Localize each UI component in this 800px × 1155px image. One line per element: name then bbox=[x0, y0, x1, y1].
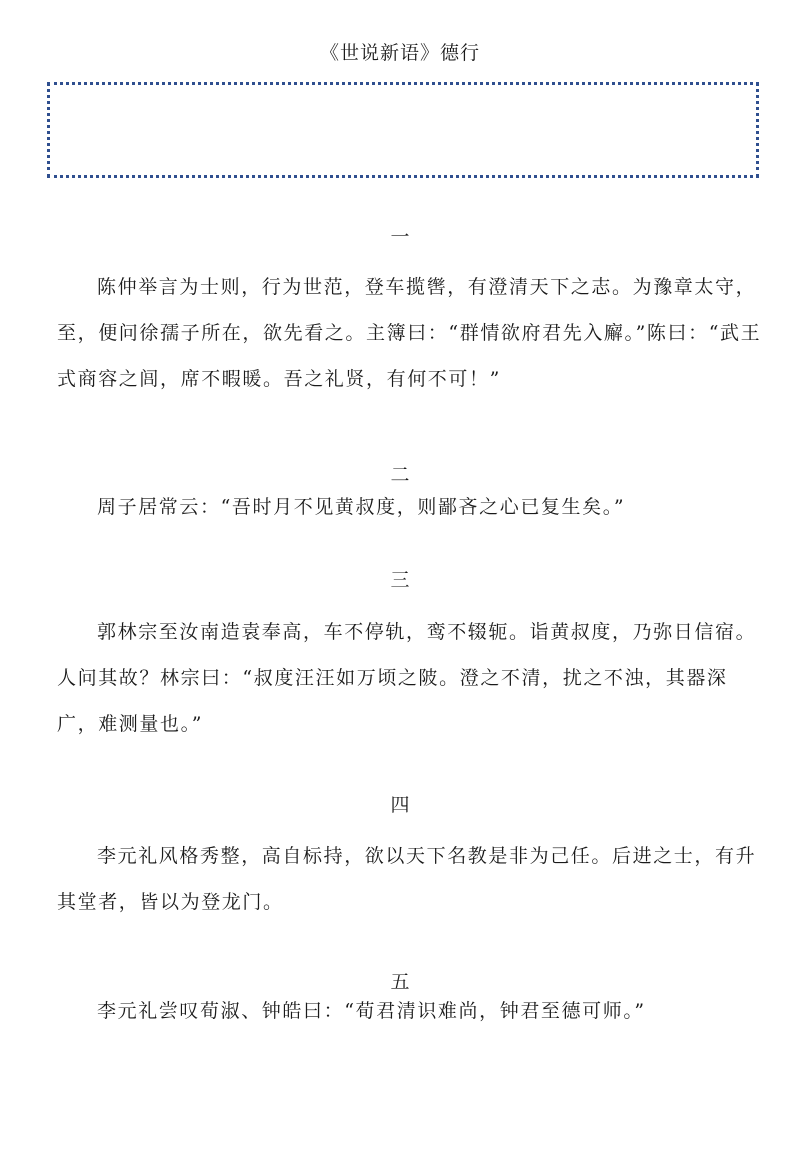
section-number-1: 一 bbox=[390, 226, 410, 248]
section-text-3 bbox=[57, 609, 767, 747]
section-text-4-content: 李元礼风格秀整，高自标持，欲以天下名教是非为己任。后进之士，有升其堂者，皆以为登龙门。 bbox=[57, 845, 757, 913]
section-number-3: 三 bbox=[390, 569, 410, 591]
section-text-5 bbox=[57, 988, 767, 1034]
section-number-2: 二 bbox=[390, 464, 410, 486]
section-number-4: 四 bbox=[390, 794, 410, 816]
section-text-2 bbox=[57, 484, 767, 530]
section-text-1-content: 陈仲举言为士则，行为世范，登车揽辔，有澄清天下之志。为豫章太守，至，便问徐孺子所在，欲先看之。主簿曰：“群情欲府君先入廨。”陈曰：“武王式商容之闾，席不暇暖。吾之礼贤，有何不可！” bbox=[57, 276, 762, 390]
section-text-1 bbox=[57, 264, 767, 402]
document-title: 《世说新语》德行 bbox=[319, 42, 480, 64]
section-text-2-content: 周子居常云：“吾时月不见黄叔度，则鄙吝之心已复生矣。” bbox=[97, 496, 626, 518]
section-text-5-content: 李元礼尝叹荀淑、钟皓曰：“荀君清识难尚，钟君至德可师。” bbox=[97, 1000, 646, 1022]
dotted-note-box bbox=[47, 82, 759, 178]
section-number-5: 五 bbox=[390, 971, 410, 993]
section-text-4 bbox=[57, 833, 767, 925]
section-text-3-content: 郭林宗至汝南造袁奉高，车不停轨，鸾不辍轭。诣黄叔度，乃弥日信宿。人问其故？林宗曰：“叔度汪汪如万顷之陂。澄之不清，扰之不浊，其器深广，难测量也。” bbox=[57, 621, 757, 735]
